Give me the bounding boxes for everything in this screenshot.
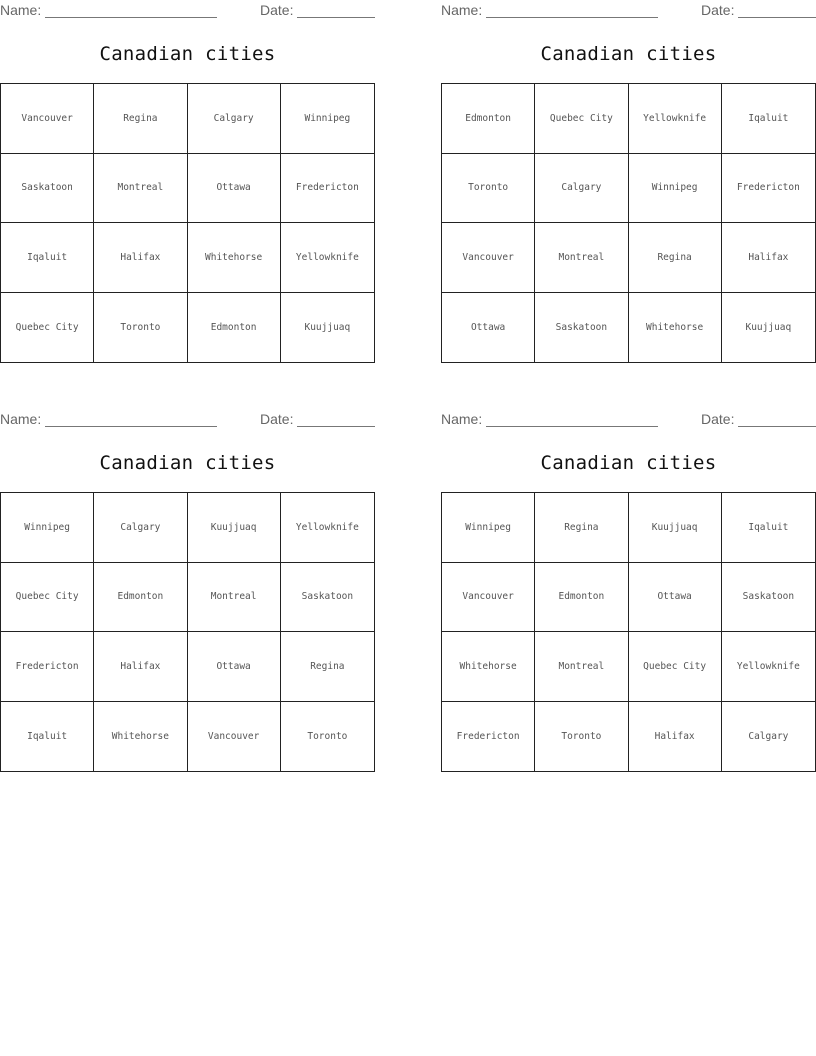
bingo-cell: Ottawa: [188, 632, 281, 702]
bingo-cell: Yellowknife: [722, 632, 815, 702]
bingo-cell: Vancouver: [1, 84, 94, 154]
date-blank-line: [738, 17, 816, 18]
bingo-cell: Kuujjuaq: [304, 321, 351, 333]
name-blank-line: [486, 426, 658, 427]
bingo-cell: Montreal: [188, 563, 281, 633]
name-blank-line: [486, 17, 658, 18]
bingo-cell: Winnipeg: [1, 493, 94, 563]
bingo-cell: Halifax: [722, 223, 815, 293]
bingo-cell: Calgary: [94, 493, 187, 563]
name-label: Name:: [441, 411, 483, 427]
bingo-cell: Edmonton: [535, 563, 628, 633]
bingo-cell: Calgary: [188, 84, 281, 154]
bingo-cell: Whitehorse: [629, 293, 722, 363]
name-blank-line: [45, 426, 217, 427]
bingo-grid: [0, 492, 375, 772]
bingo-cell: Fredericton: [1, 632, 94, 702]
bingo-cell: Iqaluit: [1, 702, 94, 772]
bingo-cell: Iqaluit: [1, 223, 94, 293]
bingo-cell: Fredericton: [722, 154, 815, 224]
date-blank-line: [297, 426, 375, 427]
date-label: Date:: [701, 2, 735, 18]
bingo-card: [0, 0, 375, 372]
bingo-cell: Winnipeg: [442, 493, 535, 563]
bingo-cell: Toronto: [442, 154, 535, 224]
bingo-cell: Montreal: [94, 154, 187, 224]
bingo-cell: Kuujjuaq: [629, 493, 722, 563]
card-title: Canadian cities: [99, 43, 276, 65]
card-title: Canadian cities: [540, 452, 717, 474]
bingo-cell: Calgary: [748, 730, 789, 742]
bingo-cell: Saskatoon: [722, 563, 815, 633]
bingo-card: [441, 0, 816, 372]
bingo-cell: Saskatoon: [281, 563, 374, 633]
bingo-grid: [0, 83, 375, 363]
bingo-cell: Halifax: [94, 223, 187, 293]
bingo-cell: Quebec City: [535, 84, 628, 154]
bingo-cell: Kuujjuaq: [188, 493, 281, 563]
bingo-cell: Regina: [629, 223, 722, 293]
name-date-header: [0, 2, 375, 20]
name-label: Name:: [0, 411, 42, 427]
bingo-card: [0, 409, 375, 781]
date-blank-line: [297, 17, 375, 18]
bingo-cell: Toronto: [94, 293, 187, 363]
bingo-cell: Ottawa: [442, 293, 535, 363]
bingo-cell: Halifax: [629, 702, 722, 772]
name-date-header: [441, 2, 816, 20]
date-label: Date:: [260, 411, 294, 427]
bingo-cell: Montreal: [535, 632, 628, 702]
bingo-cell: Saskatoon: [1, 154, 94, 224]
bingo-cell: Fredericton: [281, 154, 374, 224]
bingo-card: [441, 409, 816, 781]
bingo-grid: [441, 83, 816, 363]
bingo-cell: Regina: [281, 632, 374, 702]
name-label: Name:: [441, 2, 483, 18]
bingo-cell: Saskatoon: [535, 293, 628, 363]
bingo-cell: Ottawa: [629, 563, 722, 633]
bingo-cell: Edmonton: [442, 84, 535, 154]
name-date-header: [441, 411, 816, 429]
bingo-cell: Whitehorse: [94, 702, 187, 772]
bingo-cell: Vancouver: [442, 563, 535, 633]
date-label: Date:: [701, 411, 735, 427]
bingo-cell: Iqaluit: [722, 493, 815, 563]
bingo-cell: Regina: [94, 84, 187, 154]
bingo-cell: Winnipeg: [281, 84, 374, 154]
name-date-header: [0, 411, 375, 429]
bingo-cell: Whitehorse: [188, 223, 281, 293]
bingo-cell: Montreal: [535, 223, 628, 293]
bingo-cell: Calgary: [535, 154, 628, 224]
bingo-cell: Vancouver: [188, 702, 281, 772]
bingo-cell: Whitehorse: [442, 632, 535, 702]
bingo-cell: Quebec City: [1, 563, 94, 633]
bingo-cell: Yellowknife: [281, 223, 374, 293]
card-title: Canadian cities: [99, 452, 276, 474]
bingo-cell: Winnipeg: [629, 154, 722, 224]
bingo-cell: Fredericton: [442, 702, 535, 772]
bingo-grid: [441, 492, 816, 772]
bingo-cell: Ottawa: [188, 154, 281, 224]
date-blank-line: [738, 426, 816, 427]
bingo-cell: Yellowknife: [629, 84, 722, 154]
bingo-cell: Edmonton: [188, 293, 281, 363]
bingo-cell: Toronto: [307, 730, 348, 742]
date-label: Date:: [260, 2, 294, 18]
bingo-cell: Quebec City: [1, 293, 94, 363]
bingo-cell: Regina: [535, 493, 628, 563]
bingo-cell: Vancouver: [442, 223, 535, 293]
bingo-cell: Kuujjuaq: [745, 321, 792, 333]
name-blank-line: [45, 17, 217, 18]
name-label: Name:: [0, 2, 42, 18]
bingo-cell: Quebec City: [629, 632, 722, 702]
bingo-cell: Edmonton: [94, 563, 187, 633]
bingo-cell: Yellowknife: [281, 493, 374, 563]
bingo-cell: Iqaluit: [722, 84, 815, 154]
card-title: Canadian cities: [540, 43, 717, 65]
bingo-cell: Toronto: [535, 702, 628, 772]
bingo-cell: Halifax: [94, 632, 187, 702]
